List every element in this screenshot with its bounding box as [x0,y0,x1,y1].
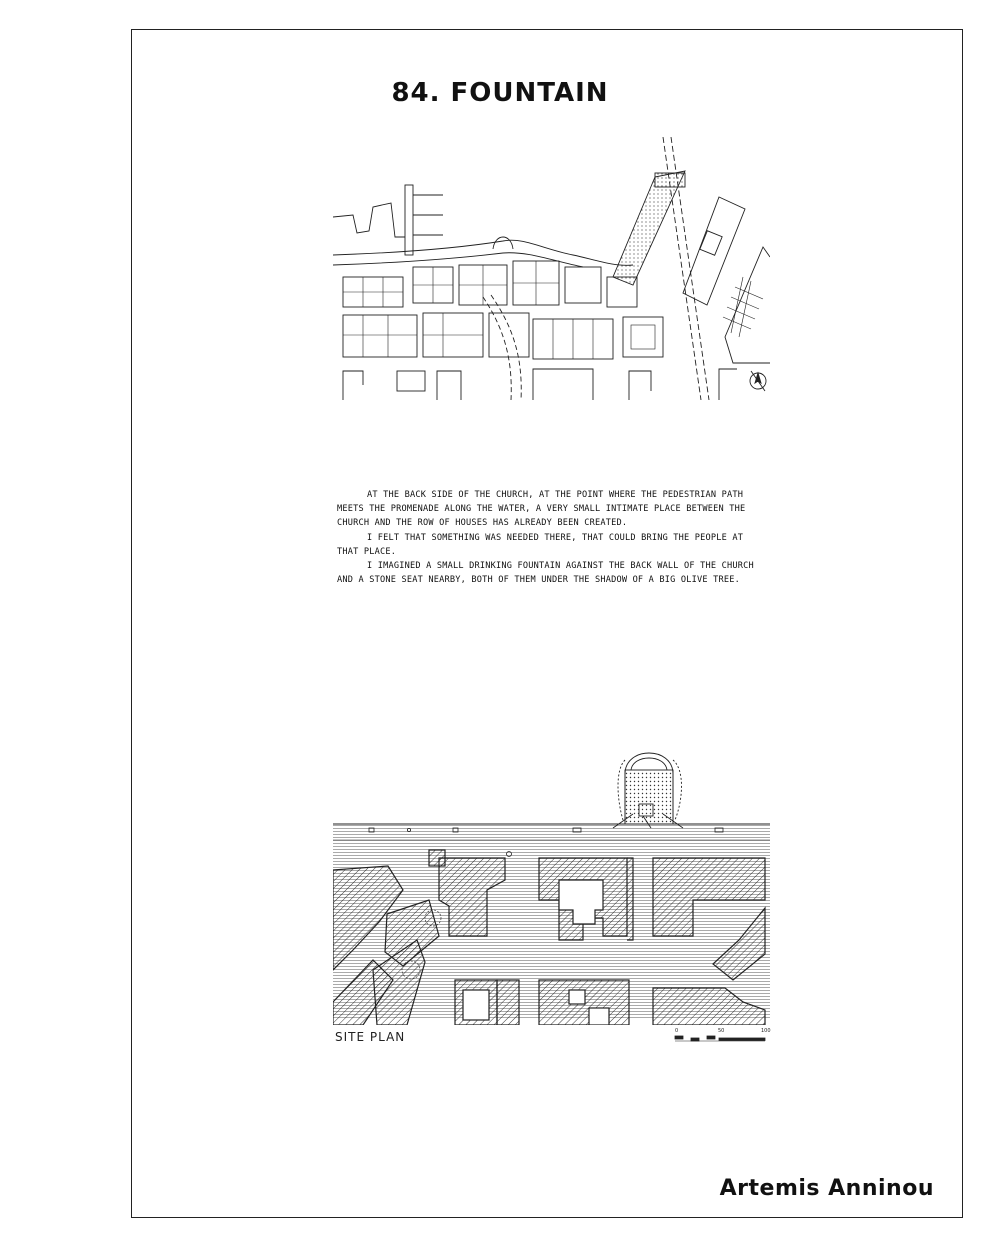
page-title: 84. FOUNTAIN [391,78,609,108]
context-map-drawing [333,137,770,400]
scale-tick-50: 50 [718,1028,725,1034]
paragraph-1: AT THE BACK SIDE OF THE CHURCH, AT THE POINT WHERE THE PEDESTRIAN PATH MEETS THE PROMENADE ALONG THE WATER, A VERY SMALL INTIMATE PLACE BETWEEN THE CHURCH AND THE ROW OF HOUSES HAS ALREADY BEEN CREATED. [337,490,746,529]
description-text [337,488,767,587]
author-name: Artemis Anninou [719,1176,934,1201]
paragraph-3: I IMAGINED A SMALL DRINKING FOUNTAIN AGAINST THE BACK WALL OF THE CHURCH AND A STONE SEAT NEARBY, BOTH OF THEM UNDER THE SHADOW OF A BIG OLIVE TREE. [337,561,754,586]
scale-tick-0: 0 [675,1028,679,1034]
paragraph-2: I FELT THAT SOMETHING WAS NEEDED THERE, THAT COULD BRING THE PEOPLE AT THAT PLACE. [337,532,744,557]
site-plan-label: SITE PLAN [335,1030,406,1044]
scale-tick-100: 100 [761,1028,771,1034]
scale-bar [673,1026,773,1046]
north-arrow-icon [750,371,766,391]
site-plan-drawing [333,740,770,1025]
